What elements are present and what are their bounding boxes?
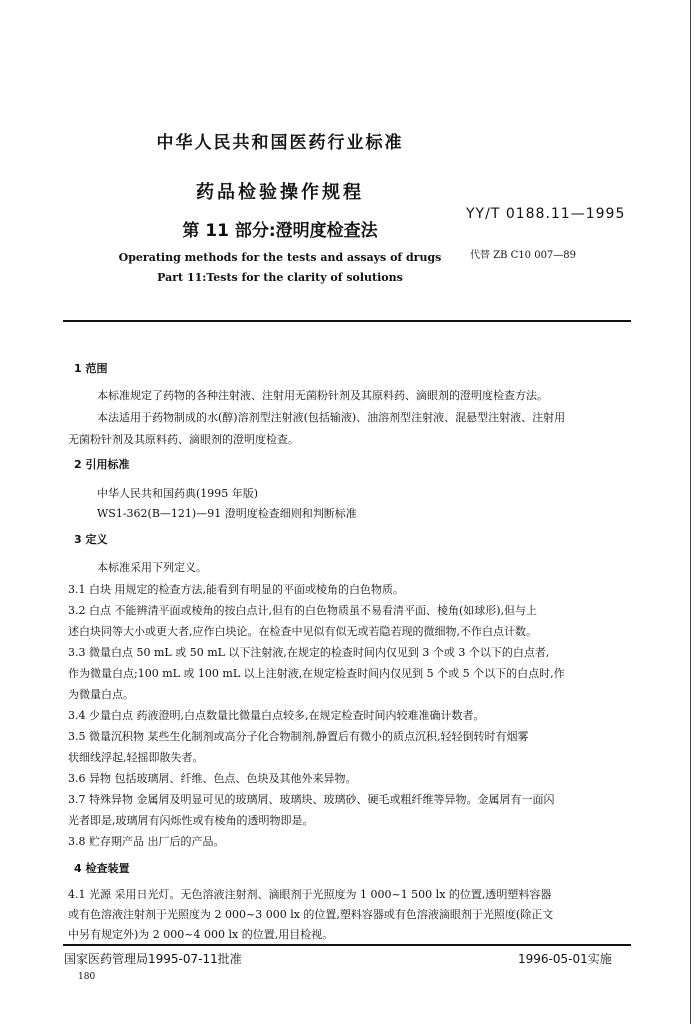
paragraph: 4.1 光源 采用日光灯。无色溶液注射剂、滴眼剂于光照度为 1 000~1 500 lx 的位置,透明塑料容器 xyxy=(68,888,552,901)
paragraph: 本法适用于药物制成的水(醇)溶剂型注射液(包括输液)、油溶剂型注射液、混悬型注射液、注射用 xyxy=(97,411,566,424)
paragraph: 中另有规定外)为 2 000~4 000 lx 的位置,用目检视。 xyxy=(68,928,334,941)
definition-item: 3.4 少量白点 药液澄明,白点数量比微量白点较多,在规定检查时间内较难准确计数者。 xyxy=(68,709,485,722)
standard-code: YY/T 0188.11—1995 xyxy=(466,206,626,222)
document-title: 药品检验操作规程 xyxy=(196,182,364,203)
document-subtitle: 第 11 部分:澄明度检查法 xyxy=(182,221,378,241)
paragraph: 本标准采用下列定义。 xyxy=(97,561,207,574)
definition-item: 作为微量白点;100 mL 或 100 mL 以上注射液,在规定检查时间内仅见到 5 个或 5 个以下的白点时,作 xyxy=(68,667,565,680)
section-4-heading: 4 检查装置 xyxy=(74,862,130,875)
definition-item: 3.8 贮存期产品 出厂后的产品。 xyxy=(68,835,225,848)
replaces-note: 代替 ZB C10 007—89 xyxy=(470,250,577,261)
paragraph: 本标准规定了药物的各种注射液、注射用无菌粉针剂及其原料药、滴眼剂的澄明度检查方法。 xyxy=(97,389,548,402)
reference-item: WS1-362(B—121)—91 澄明度检查细则和判断标准 xyxy=(97,507,357,520)
definition-item: 3.7 特殊异物 金属屑及明显可见的玻璃屑、玻璃块、玻璃砂、硬毛或粗纤维等异物。金属屑有一面闪 xyxy=(68,793,555,806)
header-divider xyxy=(63,320,631,322)
definition-item: 3.3 微量白点 50 mL 或 50 mL 以下注射液,在规定的检查时间内仅见到 3 个或 3 个以下的白点者, xyxy=(68,646,550,659)
definition-item: 3.5 微量沉积物 某些生化制剂或高分子化合物制剂,静置后有微小的质点沉积,轻轻倒转时有烟雾 xyxy=(68,730,529,743)
definition-item: 光者即是,玻璃屑有闪烁性或有棱角的透明物即是。 xyxy=(68,814,314,827)
paragraph: 或有色溶液注射剂于光照度为 2 000~3 000 lx 的位置,塑料容器或有色溶液滴眼剂于光照度(除正文 xyxy=(68,908,554,921)
definition-item: 状细线浮起,轻摇即散失者。 xyxy=(68,751,204,764)
approval-line: 国家医药管理局1995-07-11批准 xyxy=(64,952,242,966)
footer-divider xyxy=(63,944,631,946)
definition-item: 3.6 异物 包括玻璃屑、纤维、色点、色块及其他外来异物。 xyxy=(68,772,357,785)
effective-date: 1996-05-01实施 xyxy=(518,952,612,966)
standard-category: 中华人民共和国医药行业标准 xyxy=(156,133,404,153)
page-number: 180 xyxy=(78,972,96,982)
definition-item: 3.2 白点 不能辨清平面或棱角的按白点计,但有的白色物质虽不易看清平面、棱角(如球形),但与上 xyxy=(68,604,538,617)
scan-edge-line xyxy=(690,0,691,1024)
section-3-heading: 3 定义 xyxy=(74,533,108,546)
section-2-heading: 2 引用标准 xyxy=(74,458,130,471)
paragraph: 无菌粉针剂及其原料药、滴眼剂的澄明度检查。 xyxy=(68,433,299,446)
definition-item: 述白块同等大小或更大者,应作白块论。在检查中见似有似无或若隐若现的微细物,不作白点计数。 xyxy=(68,625,537,638)
definition-item: 为微量白点。 xyxy=(68,688,134,701)
english-title-line1: Operating methods for the tests and assays of drugs xyxy=(118,251,442,264)
section-1-heading: 1 范围 xyxy=(74,362,108,375)
english-title-line2: Part 11:Tests for the clarity of solutions xyxy=(157,271,403,284)
definition-item: 3.1 白块 用规定的检查方法,能看到有明显的平面或棱角的白色物质。 xyxy=(68,583,404,596)
reference-item: 中华人民共和国药典(1995 年版) xyxy=(97,487,259,500)
